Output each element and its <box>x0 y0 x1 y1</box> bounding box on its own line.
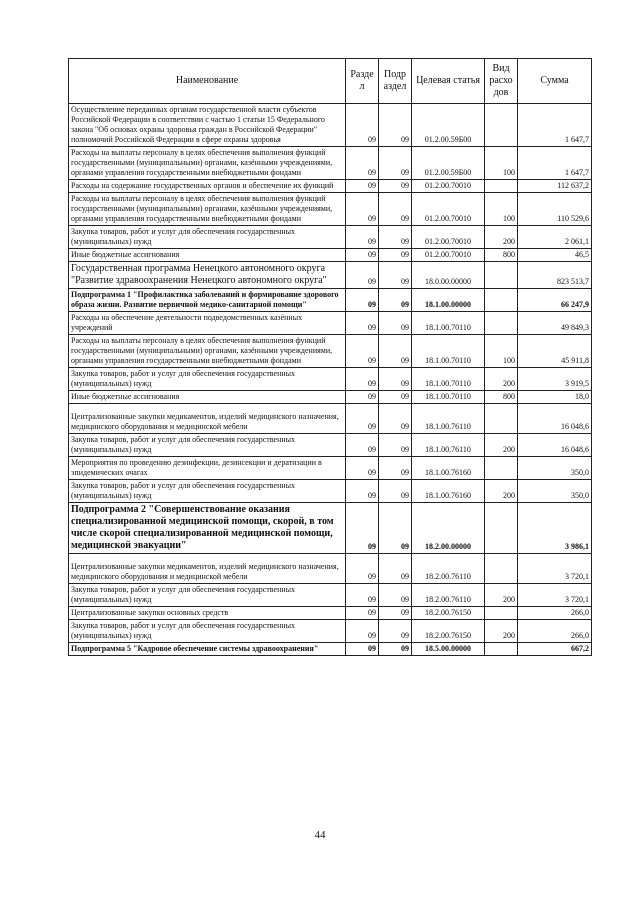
page-number: 44 <box>314 829 326 841</box>
cell-razdel: 09 <box>346 480 379 503</box>
cell-summa: 3 919,5 <box>518 368 592 391</box>
cell-podrazdel: 09 <box>379 104 412 147</box>
header-name: Наименование <box>69 59 346 104</box>
table-row <box>69 226 592 249</box>
cell-podrazdel: 09 <box>379 434 412 457</box>
cell-name: Централизованные закупки основных средств <box>69 607 346 620</box>
cell-vid-rashodov <box>485 104 518 147</box>
cell-razdel: 09 <box>346 193 379 226</box>
header-celevaya-statya: Целевая статья <box>412 59 485 104</box>
table-row <box>69 180 592 193</box>
cell-vid-rashodov: 200 <box>485 226 518 249</box>
cell-vid-rashodov: 100 <box>485 147 518 180</box>
cell-vid-rashodov: 200 <box>485 368 518 391</box>
cell-summa: 350,0 <box>518 480 592 503</box>
cell-celevaya-statya: 18.2.00.00000 <box>412 503 485 554</box>
cell-summa: 46,5 <box>518 249 592 262</box>
cell-razdel: 09 <box>346 643 379 656</box>
cell-podrazdel: 09 <box>379 335 412 368</box>
cell-vid-rashodov <box>485 404 518 434</box>
header-vid-rashodov: Вид расхо дов <box>485 59 518 104</box>
cell-podrazdel: 09 <box>379 262 412 289</box>
cell-vid-rashodov <box>485 289 518 312</box>
cell-podrazdel: 09 <box>379 226 412 249</box>
cell-celevaya-statya: 01.2.00.70010 <box>412 249 485 262</box>
cell-vid-rashodov: 200 <box>485 480 518 503</box>
cell-podrazdel: 09 <box>379 180 412 193</box>
cell-razdel: 09 <box>346 249 379 262</box>
cell-name: Иные бюджетные ассигнования <box>69 391 346 404</box>
table-row <box>69 193 592 226</box>
table-row <box>69 584 592 607</box>
cell-razdel: 09 <box>346 335 379 368</box>
cell-summa: 266,0 <box>518 620 592 643</box>
cell-razdel: 09 <box>346 584 379 607</box>
cell-razdel: 09 <box>346 404 379 434</box>
cell-celevaya-statya: 18.1.00.00000 <box>412 289 485 312</box>
table-row <box>69 607 592 620</box>
cell-celevaya-statya: 18.1.00.70110 <box>412 391 485 404</box>
cell-name: Мероприятия по проведению дезинфекции, дезинсекции и дератизации в эпидемических очагах <box>69 457 346 480</box>
cell-podrazdel: 09 <box>379 391 412 404</box>
cell-celevaya-statya: 18.1.00.76110 <box>412 404 485 434</box>
cell-name: Осуществление переданных органам государственной власти субъектов Российской Федерации в соответствии с частью 1 статьи 15 Федерального закона "Об основах охраны здоровья граждан в Российской Федерации" полномочий Российской Федерации в сфере охраны здоровья <box>69 104 346 147</box>
cell-podrazdel: 09 <box>379 312 412 335</box>
cell-vid-rashodov: 800 <box>485 391 518 404</box>
cell-summa: 110 529,6 <box>518 193 592 226</box>
cell-celevaya-statya: 18.5.00.00000 <box>412 643 485 656</box>
budget-document <box>68 58 591 656</box>
cell-summa: 66 247,9 <box>518 289 592 312</box>
table-header-row <box>69 59 592 104</box>
cell-name: Закупка товаров, работ и услуг для обеспечения государственных (муниципальных) нужд <box>69 226 346 249</box>
cell-podrazdel: 09 <box>379 147 412 180</box>
cell-vid-rashodov: 100 <box>485 193 518 226</box>
table-row <box>69 503 592 554</box>
cell-summa: 350,0 <box>518 457 592 480</box>
cell-razdel: 09 <box>346 620 379 643</box>
cell-celevaya-statya: 18.2.00.76150 <box>412 620 485 643</box>
table-row <box>69 147 592 180</box>
cell-podrazdel: 09 <box>379 620 412 643</box>
cell-name: Иные бюджетные ассигнования <box>69 249 346 262</box>
cell-vid-rashodov <box>485 643 518 656</box>
cell-razdel: 09 <box>346 226 379 249</box>
cell-celevaya-statya: 01.2.00.70010 <box>412 180 485 193</box>
cell-razdel: 09 <box>346 457 379 480</box>
cell-razdel: 09 <box>346 262 379 289</box>
cell-vid-rashodov <box>485 180 518 193</box>
cell-summa: 112 637,2 <box>518 180 592 193</box>
header-summa: Сумма <box>518 59 592 104</box>
table-row <box>69 404 592 434</box>
cell-summa: 2 061,1 <box>518 226 592 249</box>
cell-summa: 16 048,6 <box>518 434 592 457</box>
cell-summa: 667,2 <box>518 643 592 656</box>
cell-celevaya-statya: 01.2.00.59Б00 <box>412 104 485 147</box>
cell-summa: 823 513,7 <box>518 262 592 289</box>
cell-podrazdel: 09 <box>379 480 412 503</box>
table-row <box>69 104 592 147</box>
cell-razdel: 09 <box>346 368 379 391</box>
cell-name: Расходы на обеспечение деятельности подведомственных казённых учреждений <box>69 312 346 335</box>
cell-vid-rashodov <box>485 607 518 620</box>
cell-podrazdel: 09 <box>379 404 412 434</box>
cell-vid-rashodov: 800 <box>485 249 518 262</box>
cell-name: Подпрограмма 1 "Профилактика заболеваний и формирование здорового образа жизни. Развитие первичной медико-санитарной помощи" <box>69 289 346 312</box>
cell-razdel: 09 <box>346 147 379 180</box>
cell-razdel: 09 <box>346 607 379 620</box>
cell-name: Расходы на выплаты персоналу в целях обеспечения выполнения функций государственными (муниципальными) органами, казёнными учреждениями, органами управления государственными внебюджетными фондами <box>69 335 346 368</box>
table-row <box>69 312 592 335</box>
cell-summa: 3 720,1 <box>518 584 592 607</box>
cell-vid-rashodov <box>485 503 518 554</box>
cell-summa: 49 849,3 <box>518 312 592 335</box>
table-row <box>69 480 592 503</box>
cell-razdel: 09 <box>346 289 379 312</box>
cell-razdel: 09 <box>346 180 379 193</box>
cell-celevaya-statya: 01.2.00.59Б00 <box>412 147 485 180</box>
header-razdel: Разде л <box>346 59 379 104</box>
cell-podrazdel: 09 <box>379 249 412 262</box>
cell-podrazdel: 09 <box>379 289 412 312</box>
cell-vid-rashodov: 200 <box>485 434 518 457</box>
cell-summa: 1 647,7 <box>518 147 592 180</box>
cell-razdel: 09 <box>346 104 379 147</box>
cell-summa: 3 720,1 <box>518 554 592 584</box>
cell-vid-rashodov <box>485 457 518 480</box>
cell-razdel: 09 <box>346 554 379 584</box>
cell-summa: 1 647,7 <box>518 104 592 147</box>
cell-name: Централизованные закупки медикаментов, изделий медицинского назначения, медицинского оборудования и медицинской мебели <box>69 404 346 434</box>
cell-vid-rashodov <box>485 262 518 289</box>
cell-summa: 18,0 <box>518 391 592 404</box>
cell-summa: 45 911,8 <box>518 335 592 368</box>
cell-vid-rashodov <box>485 312 518 335</box>
cell-summa: 16 048,6 <box>518 404 592 434</box>
table-row <box>69 391 592 404</box>
budget-table <box>68 58 592 656</box>
cell-vid-rashodov: 200 <box>485 620 518 643</box>
cell-celevaya-statya: 01.2.00.70010 <box>412 193 485 226</box>
cell-razdel: 09 <box>346 503 379 554</box>
cell-podrazdel: 09 <box>379 457 412 480</box>
cell-name: Подпрограмма 5 "Кадровое обеспечение системы здравоохранения" <box>69 643 346 656</box>
cell-summa: 266,0 <box>518 607 592 620</box>
cell-name: Расходы на содержание государственных органов и обеспечение их функций <box>69 180 346 193</box>
table-row <box>69 335 592 368</box>
table-row <box>69 434 592 457</box>
cell-razdel: 09 <box>346 391 379 404</box>
cell-name: Закупка товаров, работ и услуг для обеспечения государственных (муниципальных) нужд <box>69 480 346 503</box>
table-row <box>69 289 592 312</box>
cell-podrazdel: 09 <box>379 584 412 607</box>
cell-podrazdel: 09 <box>379 554 412 584</box>
header-podrazdel: Подр аздел <box>379 59 412 104</box>
table-row <box>69 457 592 480</box>
table-row <box>69 620 592 643</box>
cell-celevaya-statya: 18.2.00.76110 <box>412 554 485 584</box>
cell-celevaya-statya: 18.0.00.00000 <box>412 262 485 289</box>
table-row <box>69 262 592 289</box>
cell-celevaya-statya: 18.1.00.76160 <box>412 480 485 503</box>
cell-vid-rashodov: 200 <box>485 584 518 607</box>
table-row <box>69 249 592 262</box>
table-body <box>69 104 592 656</box>
cell-name: Государственная программа Ненецкого автономного округа "Развитие здравоохранения Ненецкого автономного округа" <box>69 262 346 289</box>
cell-razdel: 09 <box>346 434 379 457</box>
cell-vid-rashodov <box>485 554 518 584</box>
cell-celevaya-statya: 18.1.00.70110 <box>412 368 485 391</box>
cell-summa: 3 986,1 <box>518 503 592 554</box>
cell-podrazdel: 09 <box>379 607 412 620</box>
cell-podrazdel: 09 <box>379 368 412 391</box>
cell-name: Расходы на выплаты персоналу в целях обеспечения выполнения функций государственными (муниципальными) органами, казёнными учреждениями, органами управления государственными внебюджетными фондами <box>69 147 346 180</box>
cell-name: Расходы на выплаты персоналу в целях обеспечения выполнения функций государственными (муниципальными) органами, казёнными учреждениями, органами управления государственными внебюджетными фондами <box>69 193 346 226</box>
cell-celevaya-statya: 18.1.00.76110 <box>412 434 485 457</box>
cell-vid-rashodov: 100 <box>485 335 518 368</box>
cell-celevaya-statya: 18.2.00.76150 <box>412 607 485 620</box>
cell-name: Закупка товаров, работ и услуг для обеспечения государственных (муниципальных) нужд <box>69 368 346 391</box>
cell-podrazdel: 09 <box>379 643 412 656</box>
cell-name: Централизованные закупки медикаментов, изделий медицинского назначения, медицинского оборудования и медицинской мебели <box>69 554 346 584</box>
cell-podrazdel: 09 <box>379 503 412 554</box>
table-row <box>69 368 592 391</box>
cell-name: Закупка товаров, работ и услуг для обеспечения государственных (муниципальных) нужд <box>69 620 346 643</box>
table-row <box>69 554 592 584</box>
cell-name: Закупка товаров, работ и услуг для обеспечения государственных (муниципальных) нужд <box>69 434 346 457</box>
cell-podrazdel: 09 <box>379 193 412 226</box>
cell-celevaya-statya: 18.1.00.76160 <box>412 457 485 480</box>
cell-name: Закупка товаров, работ и услуг для обеспечения государственных (муниципальных) нужд <box>69 584 346 607</box>
cell-celevaya-statya: 18.1.00.70110 <box>412 335 485 368</box>
cell-name: Подпрограмма 2 "Совершенствование оказания специализированной медицинской помощи, скорой, в том числе скорой специализированной медицинской помощи, медицинской эвакуации" <box>69 503 346 554</box>
table-row <box>69 643 592 656</box>
cell-celevaya-statya: 01.2.00.70010 <box>412 226 485 249</box>
cell-razdel: 09 <box>346 312 379 335</box>
cell-celevaya-statya: 18.2.00.76110 <box>412 584 485 607</box>
cell-celevaya-statya: 18.1.00.70110 <box>412 312 485 335</box>
